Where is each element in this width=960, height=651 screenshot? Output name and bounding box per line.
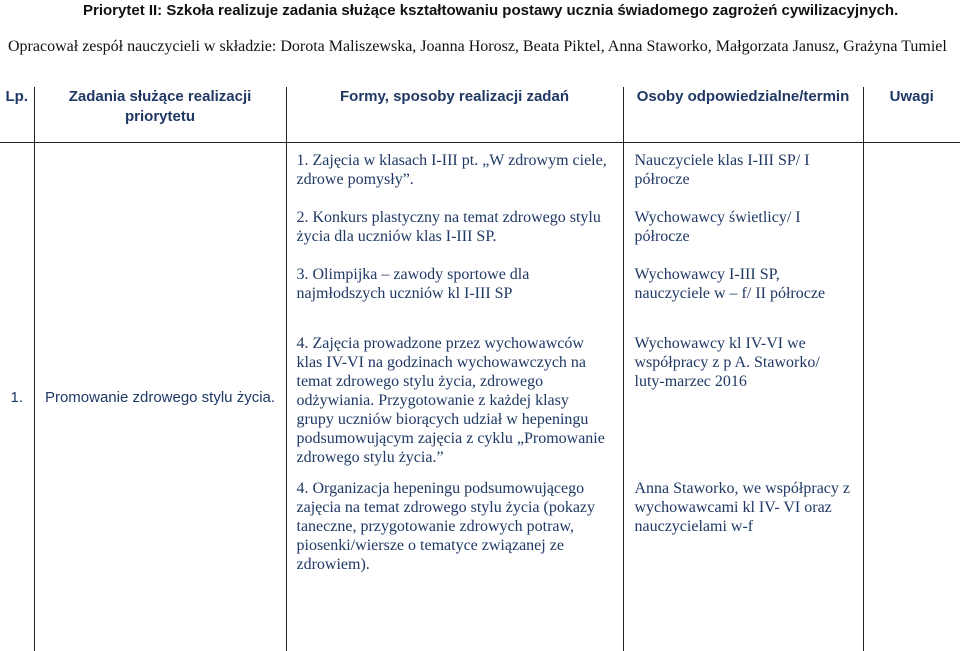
header-lp: Lp.	[0, 87, 34, 143]
responsible-item-4: Wychowawcy kl IV-VI we współpracy z p A. Staworko/ luty-marzec 2016	[635, 334, 853, 479]
header-formy: Formy, sposoby realizacji zadań	[286, 87, 623, 143]
form-item-1: 1. Zajęcia w klasach I-III pt. „W zdrowym ciele, zdrowe pomysły”.	[297, 151, 609, 208]
responsible-item-5: Anna Staworko, we współpracy z wychowawcami kl IV- VI oraz nauczycielami w-f	[635, 479, 853, 536]
task-name: Promowanie zdrowego stylu życia.	[34, 143, 286, 651]
form-item-5: 4. Organizacja hepeningu podsumowującego zajęcia na temat zdrowego stylu życia (pokazy taneczne, przygotowanie zdrowych potraw, piosenki/wiersze o tematyce związanej ze zdrowiem).	[297, 479, 609, 574]
table-row	[0, 143, 960, 651]
form-item-2: 2. Konkurs plastyczny na temat zdrowego stylu życia dla uczniów klas I-III SP.	[297, 208, 609, 265]
row-number: 1.	[0, 143, 34, 651]
responsible-item-3: Wychowawcy I-III SP, nauczyciele w – f/ II półrocze	[635, 265, 853, 334]
authors-line: Opracował zespół nauczycieli w składzie: Dorota Maliszewska, Joanna Horosz, Beata Piktel, Anna Staworko, Małgorzata Janusz, Grażyna Tumiel	[8, 37, 948, 56]
header-row	[0, 87, 960, 143]
header-uwagi: Uwagi	[863, 87, 960, 143]
responsible-cell	[623, 143, 863, 651]
remarks-cell	[863, 143, 960, 651]
responsible-item-2: Wychowawcy świetlicy/ I półrocze	[635, 208, 853, 265]
form-item-3: 3. Olimpijka – zawody sportowe dla najmłodszych uczniów kl I-III SP	[297, 265, 609, 334]
form-item-4: 4. Zajęcia prowadzone przez wychowawców klas IV-VI na godzinach wychowawczych na temat zdrowego stylu życia, zdrowego odżywiania. Przygotowanie z każdej klasy grupy uczniów biorących udział w hepeningu podsumowującym zajęcia z cyklu „Promowanie zdrowego stylu życia.”	[297, 334, 609, 479]
forms-cell	[286, 143, 623, 651]
header-osoby: Osoby odpowiedzialne/termin	[623, 87, 863, 143]
plan-table	[0, 87, 960, 651]
responsible-item-1: Nauczyciele klas I-III SP/ I półrocze	[635, 151, 853, 208]
document-heading: Priorytet II: Szkoła realizuje zadania służące kształtowaniu postawy ucznia świadomego zagrożeń cywilizacyjnych.	[83, 2, 953, 20]
header-zadania: Zadania służące realizacji priorytetu	[34, 87, 286, 143]
